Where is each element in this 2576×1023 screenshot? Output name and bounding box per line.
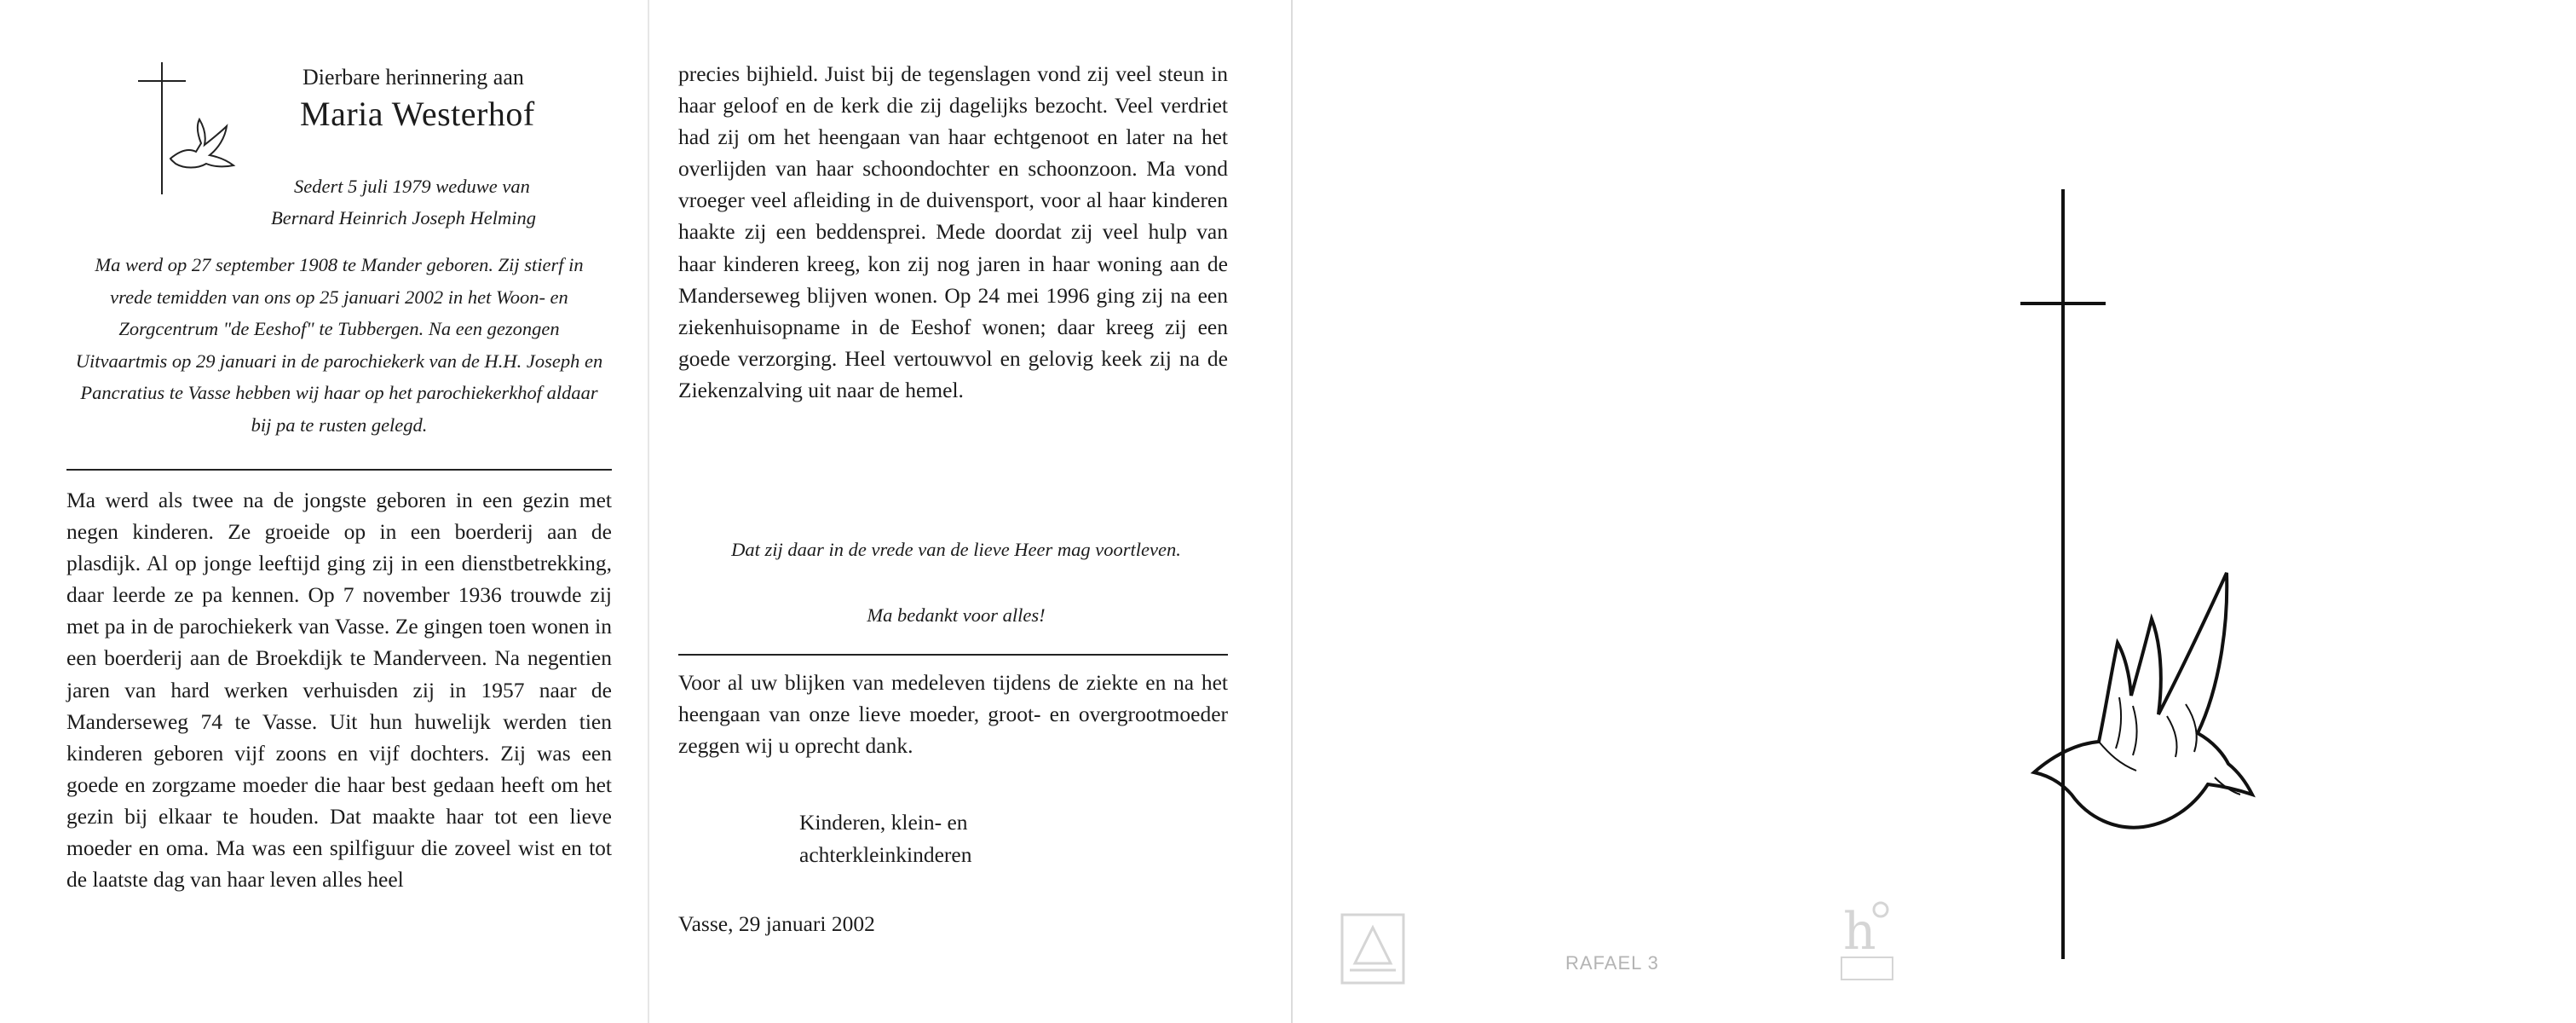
cross-dove-icon [136, 58, 239, 203]
card-panel-left [0, 0, 648, 1023]
card-code: RAFAEL 3 [1565, 952, 1659, 974]
divider-rule [678, 654, 1228, 656]
biography-part-2: precies bijhield. Juist bij de tegenslagen vond zij veel steun in haar geloof en de kerk die zij dagelijks bezocht. Veel verdriet had zij om het heengaan van haar echtgenoot en later na het overlijden van haar schoondochter en schoonzoon. Ma vond vroeger veel afleiding in de duivensport, voor al haar kinderen haakte zij een beddensprei. Mede doordat zij veel hulp van haar kinderen kreeg, kon zij nog jaren in haar woning aan de Manderseweg blijven wonen. Op 24 mei 1996 ging zij na een ziekenhuisopname in de Eeshof wonen; daar kreeg zij een goede verzorging. Heel vertouwvol en gelovig keek zij na de Ziekenzalving uit naar de hemel. [678, 61, 1228, 402]
deceased-name: Maria Westerhof [300, 95, 535, 133]
life-summary: Ma werd op 27 september 1908 te Mander geboren. Zij stierf in vrede temidden van ons op 25 januari 2002 in het Woon- en Zorgcentrum "de Eeshof" te Tubbergen. Na een gezongen Uitvaartmis op 29 januari in de parochiekerk van de H.H. Joseph en Pancratius te Vasse hebben wij haar op het parochiekerkhof aldaar bij pa te rusten gelegd. [75, 254, 603, 436]
publisher-logo-icon [1838, 899, 1898, 985]
signature [799, 806, 971, 871]
cross-dove-icon [2017, 188, 2494, 972]
closing-wish: Dat zij daar in de vrede van de lieve Heer mag voortleven. [731, 539, 1181, 560]
divider-rule [66, 469, 612, 471]
widow-line-2: Bernard Heinrich Joseph Helming [271, 207, 536, 228]
signature-line-2: achterkleinkinderen [799, 842, 972, 867]
svg-text:h: h [1843, 902, 1876, 962]
signature-line-1: Kinderen, klein- en [799, 810, 968, 835]
widow-line-1: Sedert 5 juli 1979 weduwe van [294, 176, 530, 197]
thanks-text: Voor al uw blijken van medeleven tijdens de ziekte en na het heengaan van onze lieve moeder, groot- en overgrootmoeder zeggen wij u oprecht dank. [678, 670, 1228, 759]
biography-part-1: Ma werd als twee na de jongste geboren in een gezin met negen kinderen. Ze groeide op in een boerderij aan de plasdijk. Al op jonge leeftijd ging zij in een dienstbetrekking, daar leerde ze pa kennen. Op 7 november 1936 trouwde zij met pa in de parochiekerk van Vasse. Ze gingen toen wonen in een boerderij aan de Broekdijk te Manderveen. Na negentien jaren van hard werken verhuisden zij in 1957 naar de Manderseweg 74 te Vasse. Uit hun huwelijk werden tien kinderen geboren vijf zoons en vijf dochters. Zij was een goede en zorgzame moeder die haar best gedaan heeft om het gezin bij elkaar te houden. Dat maakte haar tot een lieve moeder en oma. Ma was een spilfiguur die zoveel wist en tot de laatste dag van haar leven alles heel [66, 488, 612, 893]
thanks-mother: Ma bedankt voor alles! [867, 604, 1046, 626]
publisher-seal-icon [1340, 912, 1406, 985]
card-panel-middle [648, 0, 1293, 1023]
header-heading: Dierbare herinnering aan [303, 65, 524, 90]
place-date: Vasse, 29 januari 2002 [678, 911, 875, 936]
card-back [1291, 0, 2576, 1023]
